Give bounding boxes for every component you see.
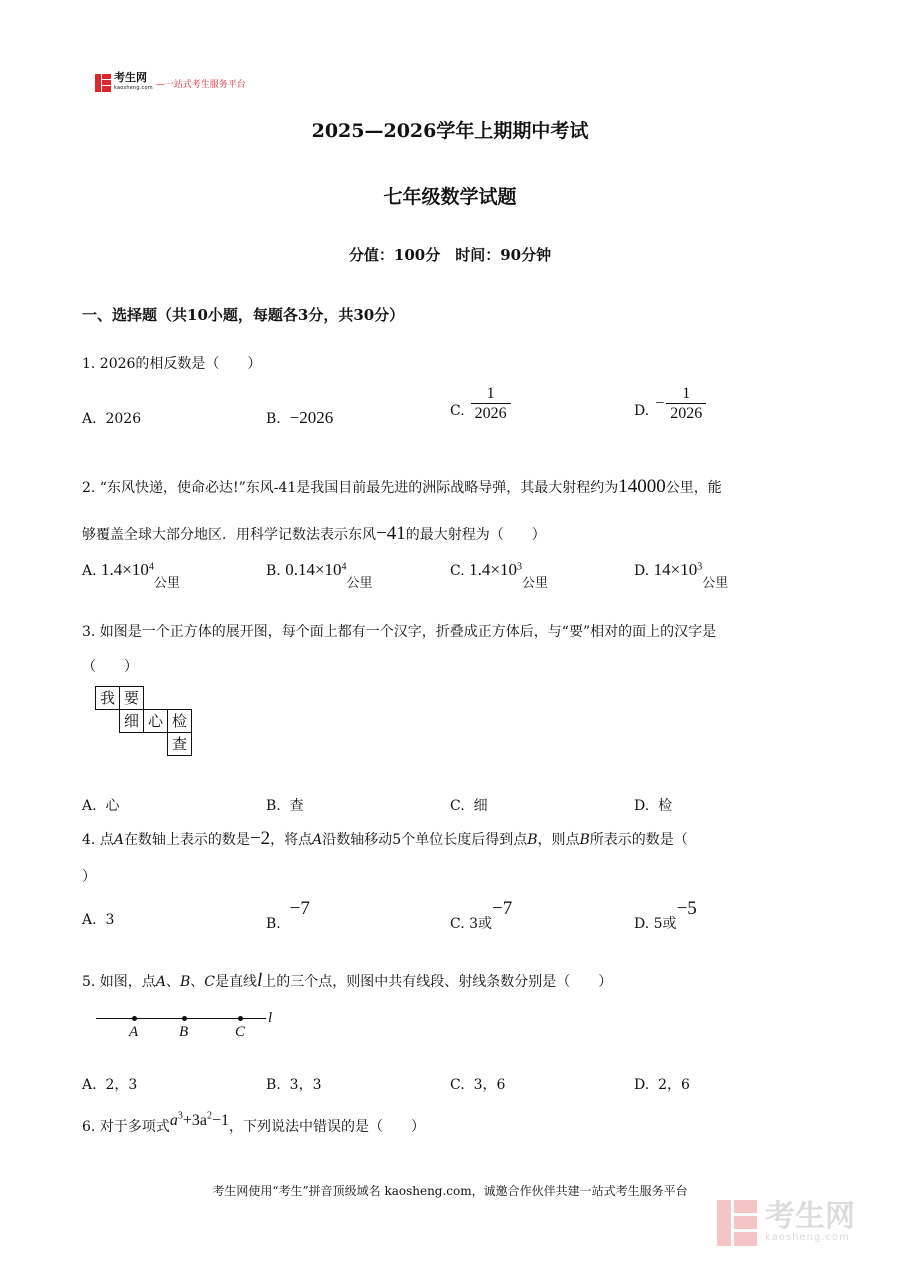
q4-option-c: C. 3或−7 xyxy=(450,898,513,932)
q2-option-c: C. $1.4\times 10^3$公里 xyxy=(450,560,548,591)
question-3-stem: 3. 如图是一个正方体的展开图，每个面上都有一个汉字，折叠成正方体后，与“要”相对的面上的汉字是 xyxy=(82,624,717,640)
q4-option-d: D. 5或−5 xyxy=(634,898,697,932)
q5-option-a: A. 2，3 xyxy=(82,1077,138,1093)
q1-option-a: A. 2026 xyxy=(82,411,142,427)
exam-subtitle: 七年级数学试题 xyxy=(383,186,517,208)
q2-option-a: A. $1.4\times 10^4$公里 xyxy=(82,560,180,591)
q3-option-a: A. 心 xyxy=(82,798,120,814)
cube-cell: 我 xyxy=(95,686,120,710)
question-6-stem: 6. 对于多项式$a^3+3a^2-1$，下列说法中错误的是（ ） xyxy=(82,1110,425,1135)
question-4-close: ） xyxy=(82,869,96,885)
q2-option-b: B. $0.14\times 10^4$公里 xyxy=(266,560,373,591)
point-c xyxy=(238,1016,243,1021)
cube-cell: 检 xyxy=(167,709,192,733)
point-c-label: C xyxy=(235,1024,246,1040)
watermark-logo xyxy=(717,1200,855,1246)
section-heading: 一、选择题（共10小题，每题各3分，共30分） xyxy=(82,306,405,324)
question-4-stem: 4. 点A在数轴上表示的数是−2，将点A沿数轴移动5个单位长度后得到点B，则点B所表示的数是（ xyxy=(82,828,688,849)
cube-cell: 要 xyxy=(119,686,144,710)
q4-option-a: A. 3 xyxy=(82,912,115,928)
question-2-stem-line1: 2. “东风快递，使命必达!”东风-41是我国目前最先进的洲际战略导弹，其最大射程约为14000公里，能 xyxy=(82,476,722,497)
point-b-label: B xyxy=(179,1024,189,1040)
q2-option-d: D. $14\times 10^3$公里 xyxy=(634,560,729,591)
brand-domain: kaosheng.com xyxy=(114,85,153,91)
logo-brand xyxy=(114,72,153,94)
q5-option-c: C. 3，6 xyxy=(450,1077,506,1093)
point-b xyxy=(182,1016,187,1021)
cube-cell: 细 xyxy=(119,709,144,733)
logo-slogan: —一站式考生服务平台 xyxy=(155,79,246,90)
question-5-stem: 5. 如图，点A、B、C是直线l上的三个点，则图中共有线段、射线条数分别是（ ） xyxy=(82,970,613,991)
watermark-text: 考生网 kaosheng.com xyxy=(765,1199,855,1243)
header-logo xyxy=(95,72,246,94)
watermark-icon xyxy=(717,1200,757,1246)
point-a xyxy=(132,1016,137,1021)
exam-title: 2025—2026学年上期期中考试 xyxy=(311,120,589,142)
q1-option-d: D. − $\frac{1}{2026}$ xyxy=(634,385,706,423)
cube-cell: 心 xyxy=(143,709,168,733)
question-2-stem-line2: 够覆盖全球大部分地区．用科学记数法表示东风−41的最大射程为（ ） xyxy=(82,523,546,544)
q5-option-b: B. 3，3 xyxy=(266,1077,322,1093)
q1-option-b: B. −2026 xyxy=(266,408,334,427)
question-3-paren: （ ） xyxy=(82,659,138,675)
question-1-stem: 1. 2026的相反数是（ ） xyxy=(82,356,262,372)
cube-cell: 查 xyxy=(167,732,192,756)
logo-icon xyxy=(95,74,111,92)
q3-option-b: B. 查 xyxy=(266,798,304,814)
q4-option-b: B. −7 xyxy=(266,898,310,932)
page-footer: 考生网使用“考生”拼音顶级域名 kaosheng.com，诚邀合作伙伴共建一站式考生服务平台 xyxy=(212,1184,688,1198)
q3-option-d: D. 检 xyxy=(634,798,673,814)
q3-option-c: C. 细 xyxy=(450,798,488,814)
line-l-label: l xyxy=(268,1010,273,1026)
exam-meta: 分值：100分 时间：90分钟 xyxy=(348,246,552,264)
brand-name: 考生网 xyxy=(114,71,147,84)
cube-net-figure xyxy=(95,686,195,758)
point-a-label: A xyxy=(129,1024,139,1040)
q1-option-c: C. $\frac{1}{2026}$ xyxy=(450,385,511,423)
q5-option-d: D. 2，6 xyxy=(634,1077,690,1093)
